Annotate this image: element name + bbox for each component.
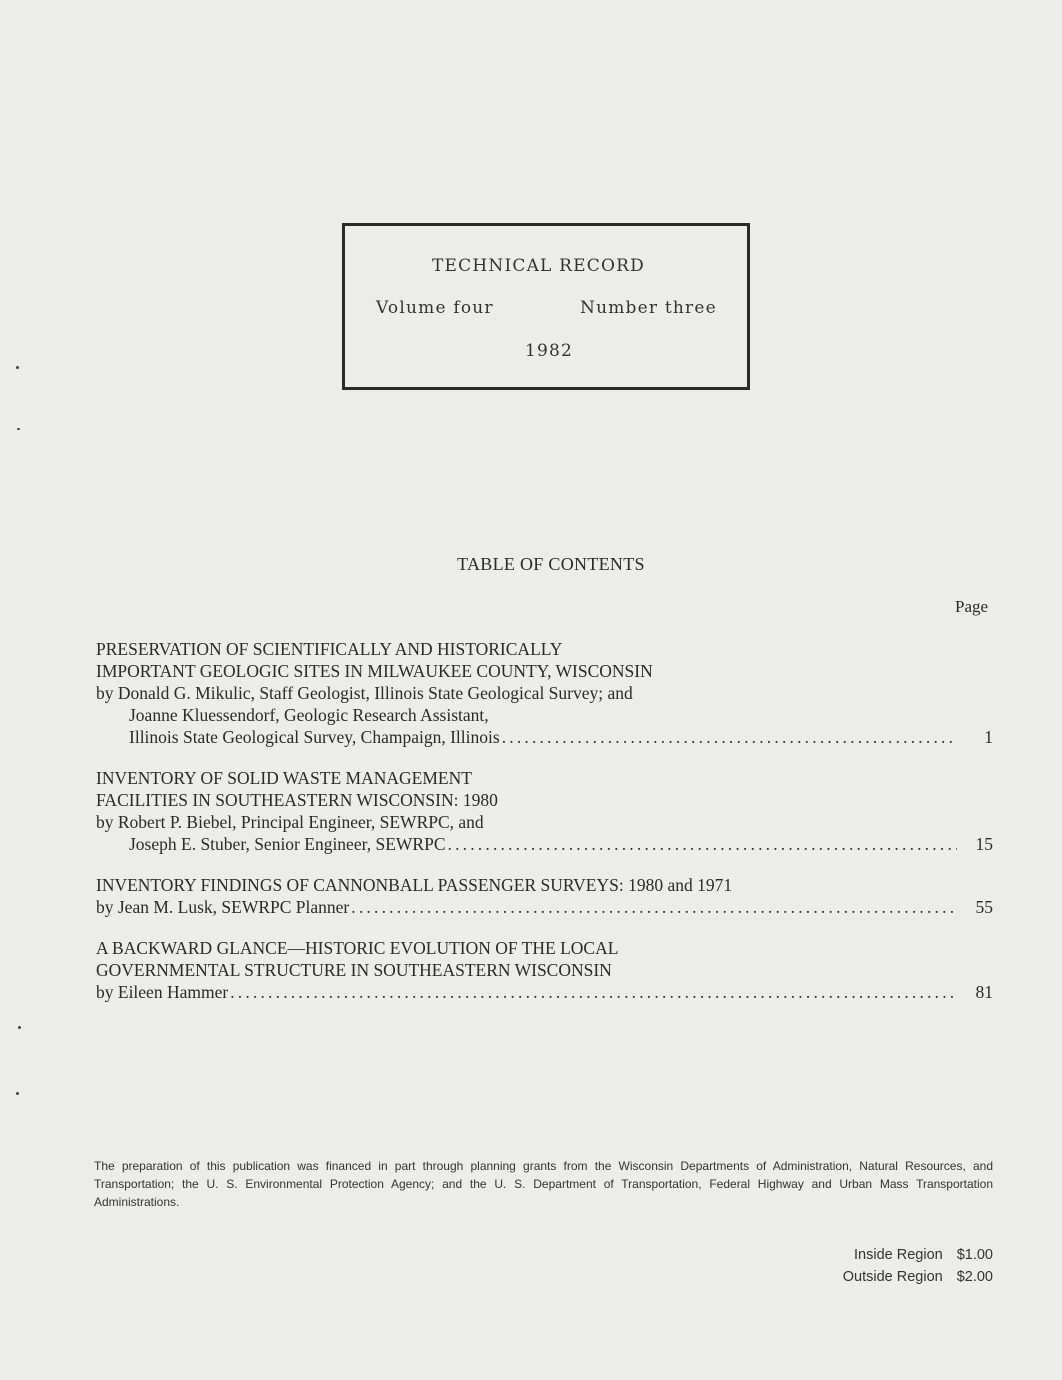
entry-title-line: A BACKWARD GLANCE—HISTORIC EVOLUTION OF THE LOCAL [96,938,619,958]
dot-leader [351,896,957,918]
toc-entry[interactable] [96,638,993,748]
price-row [800,1244,993,1266]
dot-leader [448,833,958,855]
toc-entry[interactable] [96,937,993,1003]
record-title: TECHNICAL RECORD [432,256,645,276]
entry-author-line: by Robert P. Biebel, Principal Engineer, SEWRPC, and [96,812,484,832]
entry-page-number: 1 [984,727,993,747]
price-label: Inside Region [854,1247,943,1263]
binding-mark [17,428,20,430]
entry-author-line: by Donald G. Mikulic, Staff Geologist, Illinois State Geological Survey; and [96,683,633,703]
price-value: $2.00 [956,1269,993,1285]
entry-author-line: Joseph E. Stuber, Senior Engineer, SEWRPC [129,834,446,854]
toc-entry[interactable] [96,874,993,918]
binding-mark [18,1026,21,1029]
entry-author-line: Joanne Kluessendorf, Geologic Research Assistant, [129,705,489,725]
dot-leader [230,981,957,1003]
entry-page-number: 81 [975,982,993,1002]
entry-author-line: Illinois State Geological Survey, Champaign, Illinois [129,727,500,747]
entry-title-line: IMPORTANT GEOLOGIC SITES IN MILWAUKEE COUNTY, WISCONSIN [96,661,653,681]
number-label: Number three [580,298,717,318]
page-column-label: Page [955,597,989,616]
year-label: 1982 [525,341,574,361]
entry-page-number: 15 [975,834,993,854]
price-row [800,1266,993,1288]
funding-footnote: The preparation of this publication was financed in part through planning grants from the Wisconsin Departments of Administration, Natural Resources, and Transportation; the U. S. Environmental Protection Agency; and the U. S. Department of Transportation, Federal Highway and Urban Mass Transportation Administrations. [94,1159,993,1209]
entry-author-line: by Eileen Hammer [96,982,229,1002]
price-label: Outside Region [842,1269,943,1285]
dot-leader [502,726,957,748]
title-box [342,223,750,390]
entry-author-line: by Jean M. Lusk, SEWRPC Planner [96,897,350,917]
entry-title-line: INVENTORY FINDINGS OF CANNONBALL PASSENGER SURVEYS: 1980 and 1971 [96,875,733,895]
volume-label: Volume four [376,298,494,318]
entry-page-number: 55 [975,897,993,917]
entry-title-line: FACILITIES IN SOUTHEASTERN WISCONSIN: 1980 [96,790,498,810]
entry-title-line: PRESERVATION OF SCIENTIFICALLY AND HISTORICALLY [96,639,563,659]
toc-entry[interactable] [96,767,993,855]
binding-mark [16,366,19,369]
toc-heading: TABLE OF CONTENTS [457,554,645,574]
entry-title-line: INVENTORY OF SOLID WASTE MANAGEMENT [96,768,472,788]
binding-mark [16,1092,19,1095]
price-list [800,1244,993,1288]
price-value: $1.00 [956,1247,993,1263]
entry-title-line: GOVERNMENTAL STRUCTURE IN SOUTHEASTERN WISCONSIN [96,960,612,980]
